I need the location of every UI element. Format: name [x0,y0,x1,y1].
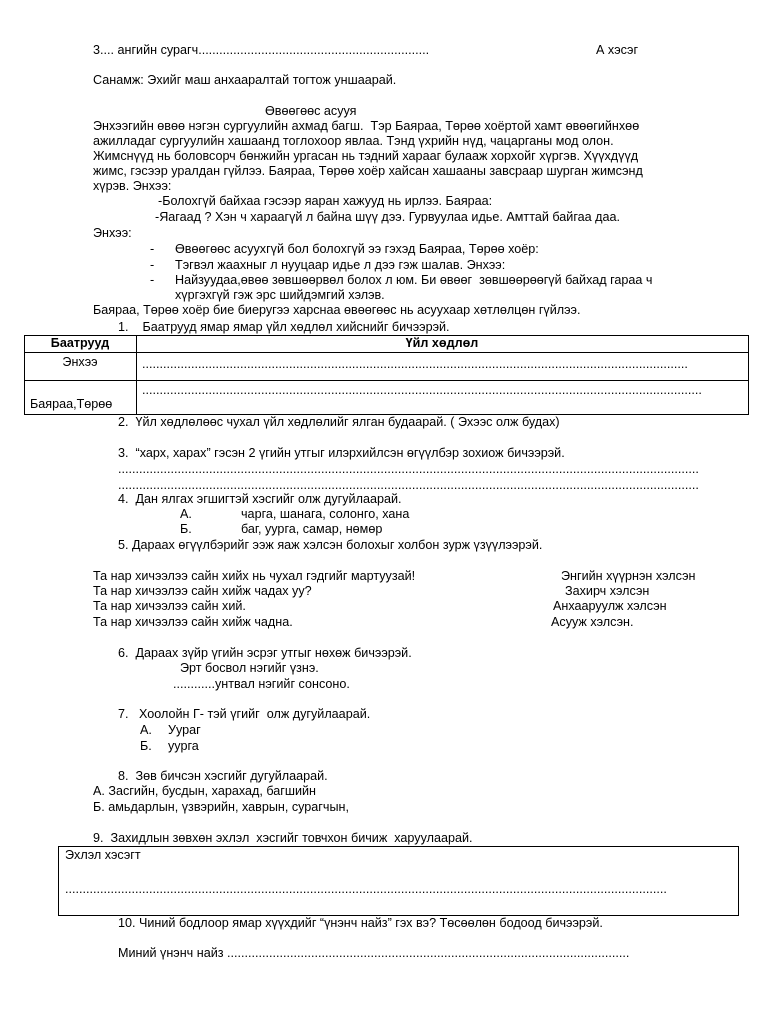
match-right-item[interactable]: Асууж хэлсэн. [551,615,634,629]
story-line: хүргэхгүй гэж эрс шийдэмгий хэлэв. [175,288,385,302]
question-10: 10. Чиний бодлоор ямар хүүхдийг “үнэнч найз” гэх вэ? Төсөөлөн бодоод бичээрэй. [118,916,603,930]
option-text[interactable]: Уураг [168,723,201,737]
match-left-item[interactable]: Та нар хичээлээ сайн хийж чадах уу? [93,584,312,598]
answer-line-enkhee[interactable]: ............................................................................................................................................................ [142,357,688,371]
bullet-dash: - [150,258,155,272]
answer-line[interactable]: ...................................................................................................................................................................... [118,462,699,476]
option-letter: Б. [140,739,152,753]
option-letter: А. [180,507,192,521]
story-line: Тэгвэл жаахныг л нууцаар идье л дээ гэж шалав. Энхээ: [175,258,506,272]
table-row-divider [24,380,748,381]
table-row-label-enkhee: Энхээ [62,355,98,369]
question-3: 3. “харх, харах” гэсэн 2 үгийн утгыг илэрхийлсэн өгүүлбэр зохиож бичээрэй. [118,446,565,460]
question-2: 2. Үйл хөдлөлөөс чухал үйл хөдлөлийг ялган будаарай. ( Эхээс олж будах) [118,415,560,429]
question-7: 7. Хоолойн Г- тэй үгийг олж дугуйлаарай. [118,707,371,721]
letter-opening-box [58,846,739,916]
answer-line[interactable]: ...................................................................................................................................................................... [118,478,699,492]
story-line: Энхээгийн өвөө нэгэн сургуулийн ахмад багш. Тэр Баяраа, Төрөө хоёртой хамт өвөөгийнхөө [93,119,640,133]
question-8: 8. Зөв бичсэн хэсгийг дугуйлаарай. [118,769,328,783]
story-line: Найзуудаа,өвөө зөвшөөрвөл болох л юм. Би өвөөг зөвшөөрөөгүй байхад гараа ч [175,273,653,287]
match-right-item[interactable]: Энгийн хүүрнэн хэлсэн [561,569,696,583]
match-left-item[interactable]: Та нар хичээлээ сайн хийж чадна. [93,615,293,629]
option-text[interactable]: чарга, шанага, солонго, хана [241,507,410,521]
story-line: -Яагаад ? Хэн ч хараагүй л байна шүү дээ. Гурвуулаа идье. Амттай байгаа даа. [155,210,621,224]
table-header-actions: Үйл хөдлөл [405,336,479,350]
option-text[interactable]: баг, уурга, самар, нөмөр [241,522,383,536]
option-b[interactable]: Б. амьдарлын, үзвэрийн, хаврын, сурагчын, [93,800,349,814]
option-letter: Б. [180,522,192,536]
table-header-heroes: Баатрууд [50,336,110,350]
story-line: Энхээ: [93,226,132,240]
match-right-item[interactable]: Анхааруулж хэлсэн [553,599,667,613]
option-letter: А. [140,723,152,737]
question-4: 4. Дан ялгах эгшигтэй хэсгийг олж дугуйлаарай. [118,492,402,506]
story-line: Жимснүүд нь боловсорч бөнжийн ургасан нь тэдний харааг булааж хорхойг хүргэв. Хүүхдүүд [93,149,639,163]
table-row-label-bayaraa-toroo: Баяраа,Төрөө [30,397,113,411]
match-right-item[interactable]: Захирч хэлсэн [565,584,650,598]
option-a[interactable]: А. Засгийн, бусдын, харахад, багшийн [93,784,316,798]
proverb-blank-line[interactable]: ............унтвал нэгийг сонсоно. [173,677,350,691]
student-name-line[interactable]: 3.... ангийн сурагч.................................................................. [93,43,430,57]
proverb-line: Эрт босвол нэгийг үзнэ. [180,661,319,675]
story-line: Баяраа, Төрөө хоёр бие биеругээ харснаа өвөөгөөс нь асуухаар хөтлөлцөн гүйлээ. [93,303,581,317]
question-5: 5. Дараах өгүүлбэрийг ээж яаж хэлсэн болохыг холбон зурж үзүүлээрэй. [118,538,543,552]
bullet-dash: - [150,242,155,256]
option-text[interactable]: уурга [168,739,199,753]
match-left-item[interactable]: Та нар хичээлээ сайн хий. [93,599,246,613]
question-1: 1. Баатрууд ямар ямар үйл хөдлөл хийснийг бичээрэй. [118,320,450,334]
answer-line[interactable]: ............................................................................................................................................................................ [65,882,667,896]
question-6: 6. Дараах зүйр үгийн эсрэг утгыг нөхөж бичээрэй. [118,646,412,660]
match-left-item[interactable]: Та нар хичээлээ сайн хийх нь чухал гэдгийг мартуузай! [93,569,416,583]
story-line: хүрэв. Энхээ: [93,179,172,193]
story-title: Өвөөгөөс асууя [265,104,357,118]
bullet-dash: - [150,273,155,287]
answer-line[interactable]: Миний үнэнч найз ................................................................................................................... [118,946,630,960]
story-line: Өвөөгөөс асуухгүй бол болохгүй ээ гэхэд Баяраа, Төрөө хоёр: [175,242,539,256]
story-line: ажилладаг сургуулийн хашаанд тоглохоор явлаа. Тэнд үхрийн нүд, чацарганы мод олон. [93,134,614,148]
box-label: Эхлэл хэсэгт [65,848,141,862]
variant-label: А хэсэг [596,43,639,57]
note: Санамж: Эхийг маш анхааралтай тогтож уншаарай. [93,73,397,87]
story-line: жимс, гэсээр уралдан гүйлээ. Баяраа, Төрөө хоёр хайсан хашааны завсраар шурган жимсэнд [93,164,643,178]
story-line: -Болохгүй байхаа гэсээр яаран хажууд нь ирлээ. Баяраа: [158,194,493,208]
table-header-divider [24,352,748,353]
question-9: 9. Захидлын зөвхөн эхлэл хэсгийг товчхон бичиж харуулаарай. [93,831,473,845]
answer-line-bayaraa[interactable]: ................................................................................................................................................................ [142,383,702,397]
